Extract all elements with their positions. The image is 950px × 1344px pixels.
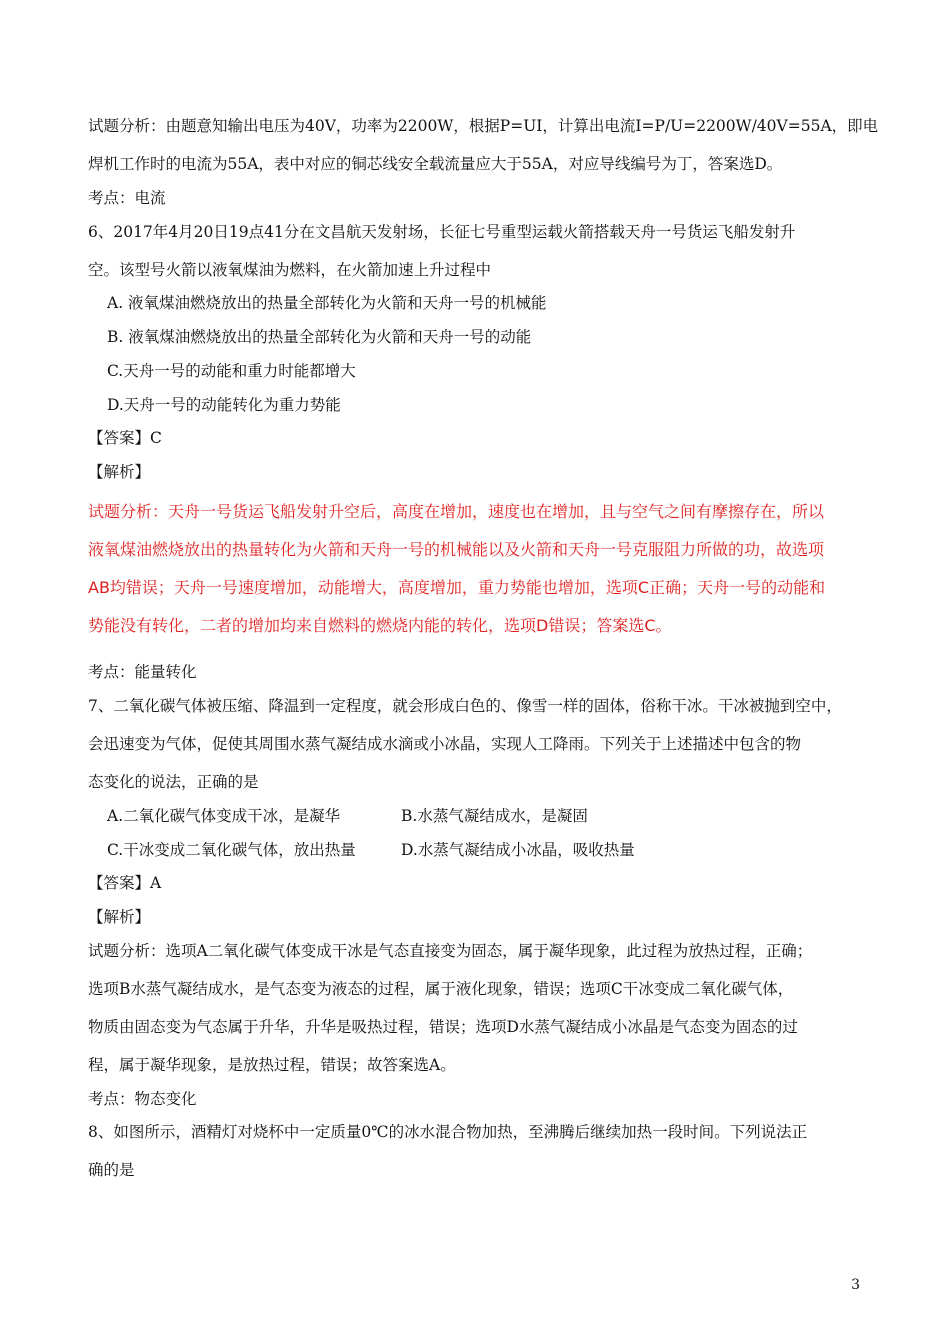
q6-analysis-line-2: 液氧煤油燃烧放出的热量转化为火箭和天舟一号的机械能以及火箭和天舟一号克服阻力所做的功，故选项 bbox=[88, 540, 825, 559]
q6-answer: 【答案】C bbox=[88, 429, 162, 447]
q6-analysis-line-3: AB均错误；天舟一号速度增加，动能增大，高度增加，重力势能也增加，选项C正确；天舟一号的动能和 bbox=[88, 578, 826, 597]
q6-analysis-line-1: 试题分析：天舟一号货运飞船发射升空后，高度在增加，速度也在增加，且与空气之间有摩擦存在，所以 bbox=[88, 502, 825, 521]
q6-stem-line-2: 空。该型号火箭以液氧煤油为燃料，在火箭加速上升过程中 bbox=[88, 261, 492, 279]
q8-stem-line-1: 8、如图所示，酒精灯对烧杯中一定质量0℃的冰水混合物加热，至沸腾后继续加热一段时间。下列说法正 bbox=[88, 1123, 808, 1141]
q7-answer: 【答案】A bbox=[88, 874, 162, 892]
q7-option-row-1 bbox=[107, 805, 588, 827]
q7-stem-line-2: 会迅速变为气体，促使其周围水蒸气凝结成水滴或小冰晶，实现人工降雨。下列关于上述描述中包含的物 bbox=[88, 735, 802, 753]
q6-stem-line-1: 6、2017年4月20日19点41分在文昌航天发射场，长征七号重型运载火箭搭载天舟一号货运飞船发射升 bbox=[88, 223, 796, 241]
q7-option-row-2 bbox=[107, 839, 635, 861]
q7-analysis-line-3: 物质由固态变为气态属于升华，升华是吸热过程，错误；选项D水蒸气凝结成小冰晶是气态变为固态的过 bbox=[88, 1018, 798, 1036]
q7-kaodian: 考点：物态变化 bbox=[88, 1090, 197, 1108]
q7-analysis-line-1: 试题分析：选项A二氧化碳气体变成干冰是气态直接变为固态，属于凝华现象，此过程为放热过程，正确； bbox=[88, 942, 813, 960]
q5-kaodian: 考点：电流 bbox=[88, 189, 166, 207]
q8-stem-line-2: 确的是 bbox=[88, 1161, 135, 1179]
q7-stem-line-1: 7、二氧化碳气体被压缩、降温到一定程度，就会形成白色的、像雪一样的固体，俗称干冰。干冰被抛到空中， bbox=[88, 697, 842, 715]
q7-option-a: A.二氧化碳气体变成干冰，是凝华 bbox=[107, 807, 341, 825]
q6-kaodian: 考点：能量转化 bbox=[88, 663, 197, 681]
q5-analysis-line-1: 试题分析：由题意知输出电压为40V，功率为2200W，根据P=UI，计算出电流I=P/U=2200W/40V=55A，即电 bbox=[88, 117, 879, 135]
q6-option-b: B. 液氧煤油燃烧放出的热量全部转化为火箭和天舟一号的动能 bbox=[107, 328, 532, 346]
q7-jiexi-heading: 【解析】 bbox=[88, 908, 151, 926]
q7-analysis-line-4: 程，属于凝华现象，是放热过程，错误；故答案选A。 bbox=[88, 1056, 456, 1074]
q6-analysis-line-4: 势能没有转化，二者的增加均来自燃料的燃烧内能的转化，选项D错误；答案选C。 bbox=[88, 616, 672, 635]
q6-option-a: A. 液氧煤油燃烧放出的热量全部转化为火箭和天舟一号的机械能 bbox=[107, 294, 547, 312]
page-number: 3 bbox=[851, 1277, 860, 1293]
q5-analysis-line-2: 焊机工作时的电流为55A，表中对应的铜芯线安全载流量应大于55A，对应导线编号为丁，答案选D。 bbox=[88, 155, 783, 173]
q6-option-d: D.天舟一号的动能转化为重力势能 bbox=[107, 396, 341, 414]
q7-stem-line-3: 态变化的说法，正确的是 bbox=[88, 773, 259, 791]
q6-option-c: C.天舟一号的动能和重力时能都增大 bbox=[107, 362, 356, 380]
q6-jiexi-heading: 【解析】 bbox=[88, 463, 151, 481]
q7-option-c: C.干冰变成二氧化碳气体，放出热量 bbox=[107, 841, 356, 859]
q7-option-d: D.水蒸气凝结成小冰晶，吸收热量 bbox=[401, 841, 635, 859]
q7-analysis-line-2: 选项B水蒸气凝结成水，是气态变为液态的过程，属于液化现象，错误；选项C干冰变成二氧化碳气体， bbox=[88, 980, 794, 998]
q7-option-b: B.水蒸气凝结成水，是凝固 bbox=[401, 807, 588, 825]
